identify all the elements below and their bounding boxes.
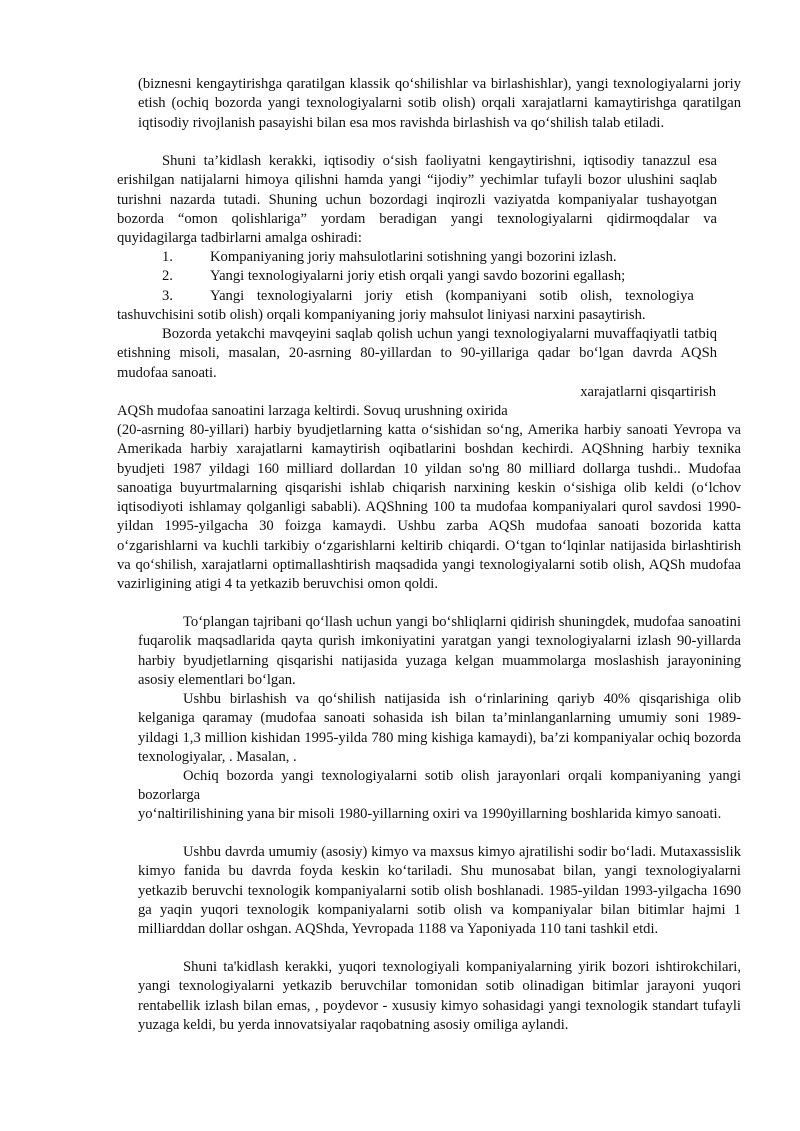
- paragraph: xarajatlarni qisqartirish: [580, 384, 716, 400]
- list-item: [162, 287, 740, 307]
- list-text: Yangi texnologiyalarni joriy etish (kompaniyani sotib olish, texnologiya: [210, 288, 694, 304]
- paragraph: (20-asrning 80-yillari) harbiy byudjetlarning katta o‘sishidan so‘ng, Amerika harbiy sanoati Yevropa va Amerikada harbiy xarajatlarni kamaytirish oqibatlarini boshdan kechirdi. AQShning harbiy texnika byudjeti 1987 yildagi 160 milliard dollardan 10 yildan so'ng 80 milliard dollarga tushdi.. Mudofaa sanoatiga buyurtmalarning qisqarishi ishlab chiqarish narxining keskin o‘sishiga olib keldi (o‘lchov iqtisodiyoti ishlamay qolganligi sababli). AQShning 100 ta mudofaa kompaniyalari qurol savdosi 1990-yildan 1995-yilgacha 30 foizga kamaydi. Ushbu zarba AQSh mudofaa sanoati bozorida katta o‘zgarishlarni va kuchli tarkibiy o‘zgarishlarni keltirib chiqardi. O‘tgan to‘lqinlar natijasida birlashtirish va qo‘shilish, xarajatlarni optimallashtirish maqsadida yangi texnologiyalarni sotib olish, AQSh mudofaa vazirligining atigi 4 ta yetkazib beruvchisi omon qoldi.: [117, 422, 741, 593]
- list-text: Yangi texnologiyalarni joriy etish orqali yangi savdo bozorini egallash;: [210, 268, 626, 284]
- list-number: 1.: [162, 249, 173, 265]
- paragraph: Ushbu davrda umumiy (asosiy) kimyo va maxsus kimyo ajratilishi sodir bo‘ladi. Mutaxassislik kimyo fanida bu davrda foyda keskin ko‘tariladi. Shu munosabat bilan, yangi texnologiyalarni yetkazib beruvchi texnologik kompaniyalarni sotib olish boshlanadi. 1985-yildan 1993-yilgacha 1690 ga yaqin yuqori texnologik kompaniyalarni sotib olish va kompaniyalar bilan bitimlar hajmi 1 milliarddan dollar oshgan. AQShda, Yevropada 1188 va Yaponiyada 110 tani tashkil etdi.: [138, 844, 741, 938]
- list-number: 3.: [162, 288, 173, 304]
- list-number: 2.: [162, 268, 173, 284]
- list-continuation: tashuvchisini sotib olish) orqali kompaniyaning joriy mahsulot liniyasi narxini pasaytirish.: [117, 307, 646, 323]
- paragraph: Bozorda yetakchi mavqeyini saqlab qolish uchun yangi texnologiyalarni muvaffaqiyatli tatbiq etishning misoli, masalan, 20-asrning 80-yillardan to 90-yillariga qadar bo‘lgan davrda AQSh mudofaa sanoati.: [117, 326, 717, 381]
- list-text: Kompaniyaning joriy mahsulotlarini sotishning yangi bozorini izlash.: [210, 249, 617, 265]
- paragraph: Ushbu birlashish va qo‘shilish natijasida ish o‘rinlarining qariyb 40% qisqarishiga olib kelganiga qaramay (mudofaa sanoati sohasida ish bilan ta’minlanganlarning umumiy soni 1989-yildagi 1,3 million kishidan 1995-yilda 780 ming kishiga kamaydi), ba’zi kompaniyalar ochiq bozorda texnologiyalar, . Masalan, .: [138, 691, 741, 765]
- list-item: [162, 267, 722, 287]
- paragraph: To‘plangan tajribani qo‘llash uchun yangi bo‘shliqlarni qidirish shuningdek, mudofaa sanoatini fuqarolik maqsadlarida qayta qurish imkoniyatini yaratgan yangi texnologiyalarni izlash 90-yillarda harbiy byudjetlarning qisqarishi natijasida yuzaga kelgan muammolarga moslashish jarayonining asosiy elementlari bo‘lgan.: [138, 614, 741, 688]
- paragraph: yo‘naltirilishining yana bir misoli 1980-yillarning oxiri va 1990yillarning boshlarida kimyo sanoati.: [138, 806, 722, 822]
- list-item: [162, 248, 722, 268]
- paragraph: (biznesni kengaytirishga qaratilgan klassik qo‘shilishlar va birlashishlar), yangi texnologiyalarni joriy etish (ochiq bozorda yangi texnologiyalarni sotib olish) orqali xarajatlarni kamaytirishga qaratilgan iqtisodiy rivojlanish pasayishi bilan esa mos ravishda birlashish va qo‘shilish talab etiladi.: [138, 76, 741, 131]
- paragraph: Shuni ta’kidlash kerakki, iqtisodiy o‘sish faoliyatni kengaytirishni, iqtisodiy tanazzul esa erishilgan natijalarni himoya qilishni hamda yangi “ijodiy” yechimlar tufayli bozor ulushini saqlab turishni nazarda tutadi. Shuning uchun bozordagi inqirozli vaziyatda kompaniyalar tushayotgan bozorda “omon qolishlariga” yordam beradigan yangi texnologiyalarni qidirmoqdalar va quyidagilarga tadbirlarni amalga oshiradi:: [117, 153, 717, 247]
- paragraph: AQSh mudofaa sanoatini larzaga keltirdi. Sovuq urushning oxirida: [117, 403, 508, 419]
- paragraph: Shuni ta'kidlash kerakki, yuqori texnologiyali kompaniyalarning yirik bozori ishtirokchilari, yangi texnologiyalarni yetkazib beruvchilar tomonidan sotib olinadigan bitimlar jarayoni yuqori rentabellik izlash bilan emas, , poydevor - xususiy kimyo sohasidagi yangi texnologik standart tufayli yuzaga keldi, bu yerda innovatsiyalar raqobatning asosiy omiliga aylandi.: [138, 959, 741, 1033]
- paragraph: Ochiq bozorda yangi texnologiyalarni sotib olish jarayonlari orqali kompaniyaning yangi bozorlarga: [138, 768, 741, 804]
